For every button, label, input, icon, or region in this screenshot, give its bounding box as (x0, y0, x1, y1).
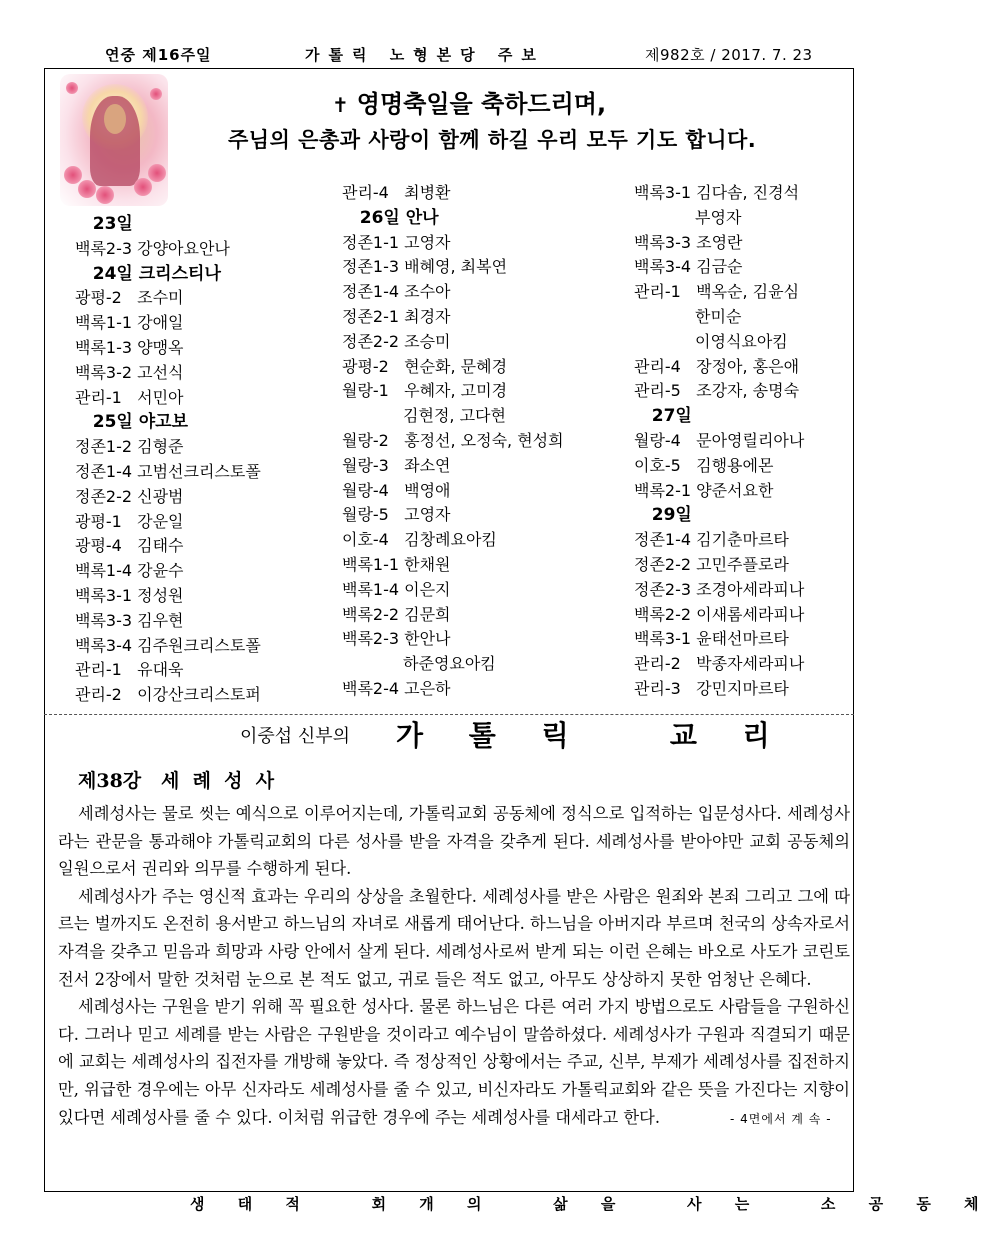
feast-list-entry: 하준영요아킴 (342, 654, 496, 674)
feast-list-entry: 광평-1 강운일 (75, 511, 184, 531)
feast-list-entry: 백록3-4 김금순 (634, 257, 743, 277)
feast-list-column-2 (342, 181, 564, 702)
feast-list-entry: 백록2-2 김문희 (342, 604, 451, 624)
feast-list-entry: 백록1-3 양맹옥 (75, 337, 184, 357)
feast-list-entry: 관리-1 유대욱 (75, 660, 184, 680)
footer-motto: 생 태 적 회 개 의 삶 을 사 는 소 공 동 체 (190, 1195, 993, 1213)
feast-list-entry: 관리-3 강민지마르타 (634, 678, 789, 698)
feast-list-entry: 이호-4 김창례요아킴 (342, 530, 497, 550)
feast-list-entry: 정존2-2 신광범 (75, 486, 184, 506)
feast-list-entry: 정존1-2 김형준 (75, 437, 184, 457)
feast-list-entry: 정존2-1 최경자 (342, 306, 451, 326)
continued-note: - 4면에서 계 속 - (730, 1111, 832, 1126)
feast-list-entry: 관리-4 최병환 (342, 183, 451, 202)
madonna-roses-image (60, 74, 168, 206)
feast-list-entry: 한미순 (634, 306, 742, 326)
catechism-paragraph: 세례성사는 구원을 받기 위해 꼭 필요한 성사다. 물론 하느님은 다른 여러 가지 방법으로도 사람들을 구원하신다. 그러나 믿고 세례를 받는 사람은 구원받을 것이라고 예수님이 말씀하셨다. 세례성사가 구원과 직결되기 때문에 교회는 세례성사의 집전자를 개방해 놓았다. 즉 정상적인 상황에서는 주교, 신부, 부제가 세례성사를 집전하지만, 위급한 경우에는 아무 신자라도 세례성사를 줄 수 있고, 비신자라도 가톨릭교회와 같은 뜻을 가진다는 지향이 있다면 세례성사를 줄 수 있다. 이처럼 위급한 경우에 주는 세례성사를 대세라고 한다. - 4면에서 계 속 - (58, 997, 850, 1127)
feast-list-entry: 백록3-3 조영란 (634, 232, 743, 252)
feast-list-entry: 백록3-1 김다솜, 진경석 (634, 183, 800, 202)
feast-list-entry: 백록1-1 강애일 (75, 313, 184, 333)
feast-list-entry: 백록1-4 강윤수 (75, 561, 184, 581)
feast-list-entry: 정존1-4 조수아 (342, 282, 451, 302)
feast-list-entry: 월랑-5 고영자 (342, 505, 451, 525)
header-week: 연중 제16주일 (105, 46, 212, 64)
feast-list-entry: 백록3-4 김주원크리스토폴 (75, 635, 261, 655)
feast-list-entry: 이호-5 김행용에몬 (634, 455, 774, 475)
feast-list-entry: 백록3-1 정성원 (75, 585, 184, 605)
feast-list-entry: 월랑-3 좌소연 (342, 455, 451, 475)
feast-day-heading: 29일 (634, 505, 692, 526)
feast-list-entry: 광평-2 조수미 (75, 288, 184, 308)
feast-list-entry: 부영자 (634, 207, 742, 227)
feast-list-entry: 백록2-3 한안나 (342, 629, 451, 649)
feast-list-entry: 백록3-2 고선식 (75, 362, 184, 382)
feast-list-entry: 정존2-3 조경아세라피나 (634, 579, 805, 599)
feast-list-column-3 (634, 181, 804, 702)
feast-list-entry: 광평-2 현순화, 문혜경 (342, 356, 508, 376)
feast-list-entry: 백록1-4 이은지 (342, 579, 451, 599)
feast-list-entry: 백록3-1 윤태선마르타 (634, 629, 789, 649)
catechism-author: 이중섭 신부의 (240, 726, 351, 747)
feast-list-entry: 백록2-4 고은하 (342, 678, 451, 698)
feast-list-entry: 월랑-1 우혜자, 고미경 (342, 381, 508, 401)
feast-list-entry: 관리-2 박종자세라피나 (634, 654, 805, 674)
feast-list-entry: 백록2-2 이새롬세라피나 (634, 604, 805, 624)
lesson-heading: 제38강 세 례 성 사 (78, 770, 275, 792)
feast-list-entry: 월랑-2 홍정선, 오정숙, 현성희 (342, 430, 564, 450)
feast-list-entry: 정존2-2 고민주플로라 (634, 554, 789, 574)
feast-list-entry: 백록3-3 김우현 (75, 610, 184, 630)
feast-list-entry: 관리-1 백옥순, 김윤심 (634, 282, 800, 302)
catechism-paragraph: 세례성사가 주는 영신적 효과는 우리의 상상을 초월한다. 세례성사를 받은 사람은 원죄와 본죄 그리고 그에 따르는 벌까지도 온전히 용서받고 하느님의 자녀로 새롭게 태어난다. 하느님을 아버지라 부르며 천국의 상속자로서 자격을 갖추고 믿음과 희망과 사랑 안에서 살게 된다. 세례성사로써 받게 되는 이런 은혜는 바오로 사도가 코린토 전서 2장에서 말한 것처럼 눈으로 본 적도 없고, 귀로 들은 적도 없고, 아무도 상상하지 못한 엄청난 은혜다. (58, 886, 850, 989)
feast-greeting-title (332, 84, 606, 119)
feast-list-entry: 관리-1 서민아 (75, 387, 184, 407)
feast-list-entry: 정존2-2 조승미 (342, 331, 451, 351)
feast-list-entry: 관리-5 조강자, 송명숙 (634, 381, 800, 401)
feast-list-entry: 관리-2 이강산크리스토퍼 (75, 685, 261, 705)
feast-list-column-1 (75, 212, 261, 708)
catechism-paragraph: 세례성사는 물로 씻는 예식으로 이루어지는데, 가톨릭교회 공동체에 정식으로 입적하는 입문성사다. 세례성사라는 관문을 통과해야 가톨릭교회의 다른 성사를 받을 자격을 갖추게 된다. 세례성사를 받아야만 교회 공동체의 일원으로서 권리와 의무를 수행하게 된다. (58, 804, 850, 879)
feast-list-entry: 김현정, 고다현 (342, 406, 506, 426)
feast-list-entry: 이영식요아킴 (634, 331, 788, 351)
feast-list-entry: 백록1-1 한채원 (342, 554, 451, 574)
feast-list-entry: 정존1-3 배혜영, 최복연 (342, 257, 508, 277)
feast-list-entry: 월랑-4 백영애 (342, 480, 451, 500)
feast-list-entry: 정존1-1 고영자 (342, 232, 451, 252)
feast-list-entry: 광평-4 김태수 (75, 536, 184, 556)
feast-day-heading: 24일 크리스티나 (75, 263, 221, 284)
feast-day-heading: 25일 야고보 (75, 412, 189, 433)
catechism-body (58, 800, 850, 1133)
catechism-title: 가 톨 릭 교 리 (396, 719, 788, 752)
feast-greeting-line2: 주님의 은총과 사랑이 함께 하길 우리 모두 기도 합니다. (228, 128, 757, 152)
cross-icon: ✝ (332, 93, 349, 117)
feast-list-entry: 백록2-3 강양아요안나 (75, 238, 230, 258)
header-bulletin-title: 가톨릭 노형본당 주보 (305, 46, 545, 64)
feast-list-entry: 관리-4 장정아, 홍은애 (634, 356, 800, 376)
feast-list-entry: 정존1-4 김기춘마르타 (634, 530, 789, 550)
feast-day-heading: 23일 (75, 214, 133, 234)
feast-greeting-line1: 영명축일을 축하드리며, (356, 90, 607, 118)
feast-list-entry: 월랑-4 문아영릴리아나 (634, 430, 805, 450)
feast-list-entry: 백록2-1 양준서요한 (634, 480, 774, 500)
feast-day-heading: 27일 (634, 406, 692, 427)
header-issue-date: 제982호 / 2017. 7. 23 (645, 46, 813, 64)
feast-list-entry: 정존1-4 고범선크리스토폴 (75, 461, 261, 481)
feast-day-heading: 26일 안나 (342, 207, 439, 228)
